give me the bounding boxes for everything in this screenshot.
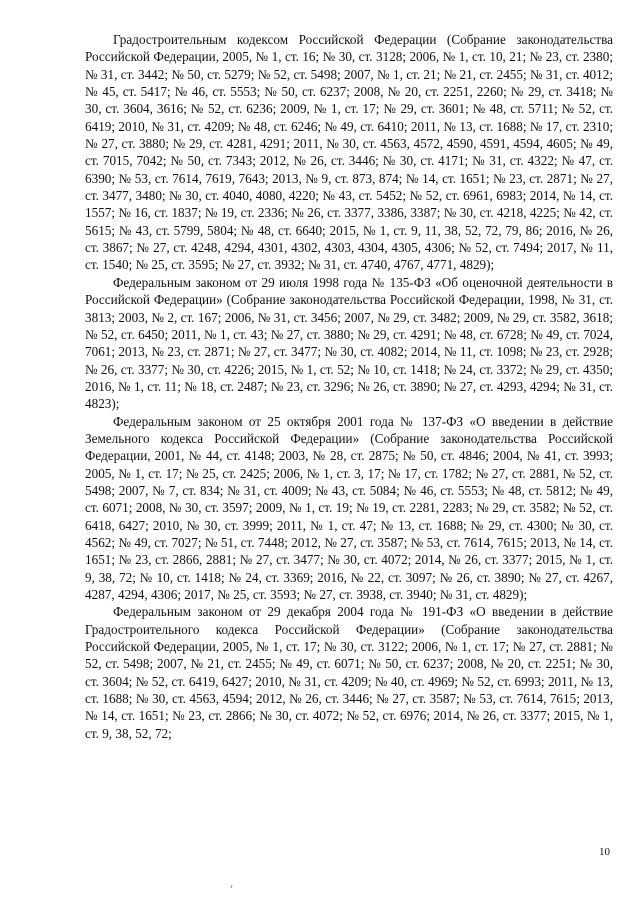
scan-speck (230, 885, 232, 888)
paragraph-land-code-enactment-law: Федеральным законом от 25 октября 2001 года № 137-ФЗ «О введении в действие Земельного кодекса Российской Федерации» (Собрание законодательства Российской Федерации, 2001, № 44, ст. 4148; 2003, № 28, ст. 2875; № 50, ст. 4846; 2004, № 41, ст. 3993; 2005, № 1, ст. 17; № 25, ст. 2425; 2006, № 1, ст. 3, 17; № 17, ст. 1782; № 27, ст. 2881, № 52, ст. 5498; 2007, № 7, ст. 834; № 31, ст. 4009; № 43, ст. 5084; № 46, ст. 5553; № 48, ст. 5812; № 49, ст. 6071; 2008, № 30, ст. 3597; 2009, № 1, ст. 19; № 19, ст. 2281, 2283; № 29, ст. 3582; № 52, ст. 6418, 6427; 2010, № 30, ст. 3999; 2011, № 1, ст. 47; № 13, ст. 1688; № 29, ст. 4300; № 30, ст. 4562; № 49, ст. 7027; № 51, ст. 7448; 2012, № 27, ст. 3587; № 53, ст. 7614, 7615; 2013, № 14, ст. 1651; № 23, ст. 2866, 2881; № 27, ст. 3477; № 30, ст. 4072; 2014, № 26, ст. 3377; 2015, № 1, ст. 9, 38, 72; № 10, ст. 1418; № 24, ст. 3369; 2016, № 22, ст. 3097; № 26, ст. 3890; № 27, ст. 4267, 4287, 4294, 4306; 2017, № 25, ст. 3593; № 27, ст. 3938, ст. 3940; № 31, ст. 4829); (85, 413, 613, 602)
document-body (85, 31, 613, 742)
paragraph-appraisal-law: Федеральным законом от 29 июля 1998 года № 135-ФЗ «Об оценочной деятельности в Российской Федерации» (Собрание законодательства Российской Федерации, 1998, № 31, ст. 3813; 2003, № 2, ст. 167; 2006, № 31, ст. 3456; 2007, № 29, ст. 3482; 2009, № 29, ст. 3582, 3618; № 52, ст. 6450; 2011, № 1, ст. 43; № 27, ст. 3880; № 29, ст. 4291; № 48, ст. 6728; № 49, ст. 7024, 7061; 2013, № 23, ст. 2871; № 27, ст. 3477; № 30, ст. 4082; 2014, № 11, ст. 1098; № 23, ст. 2928; № 26, ст. 3377; № 30, ст. 4226; 2015, № 1, ст. 52; № 10, ст. 1418; № 24, ст. 3372; № 29, ст. 4350; 2016, № 1, ст. 11; № 18, ст. 2487; № 23, ст. 3296; № 26, ст. 3890; № 27, ст. 4293, 4294; № 31, ст. 4823); (85, 274, 613, 412)
paragraph-urban-planning-code-enactment-law: Федеральным законом от 29 декабря 2004 года № 191-ФЗ «О введении в действие Градостроительного кодекса Российской Федерации» (Собрание законодательства Российской Федерации, 2005, № 1, ст. 17; № 30, ст. 3122; 2006, № 1, ст. 17; № 27, ст. 2881; № 52, ст. 5498; 2007, № 21, ст. 2455; № 49, ст. 6071; № 50, ст. 6237; 2008, № 20, ст. 2251; № 30, ст. 3604; № 52, ст. 6419, 6427; 2010, № 31, ст. 4209; № 40, ст. 4969; № 52, ст. 6993; 2011, № 13, ст. 1688; № 30, ст. 4563, 4594; 2012, № 26, ст. 3446; № 27, ст. 3587; № 53, ст. 7614, 7615; 2013, № 14, ст. 1651; № 23, ст. 2866; № 30, ст. 4072; № 52, ст. 6976; 2014, № 26, ст. 3377; 2015, № 1, ст. 9, 38, 52, 72; (85, 604, 613, 741)
page-number: 10 (599, 846, 610, 858)
paragraph-urban-planning-code: Градостроительным кодексом Российской Федерации (Собрание законодательства Российской Федерации, 2005, № 1, ст. 16; № 30, ст. 3128; 2006, № 1, ст. 10, 21; № 23, ст. 2380; № 31, ст. 3442; № 50, ст. 5279; № 52, ст. 5498; 2007, № 1, ст. 21; № 21, ст. 2455; № 31, ст. 4012; № 45, ст. 5417; № 46, ст. 5553; № 50, ст. 6237; 2008, № 20, ст. 2251, 2260; № 29, ст. 3418; № 30, ст. 3604, 3616; № 52, ст. 6236; 2009, № 1, ст. 17; № 29, ст. 3601; № 48, ст. 5711; № 52, ст. 6419; 2010, № 31, ст. 4209; № 48, ст. 6246; № 49, ст. 6410; 2011, № 13, ст. 1688; № 17, ст. 2310; № 27, ст. 3880; № 29, ст. 4281, 4291; 2011, № 30, ст. 4563, 4572, 4590, 4591, 4594, 4605; № 49, ст. 7015, 7042; № 50, ст. 7343; 2012, № 26, ст. 3446; № 30, ст. 4171; № 31, ст. 4322; № 47, ст. 6390; № 53, ст. 7614, 7619, 7643; 2013, № 9, ст. 873, 874; № 14, ст. 1651; № 23, ст. 2871; № 27, ст. 3477, 3480; № 30, ст. 4040, 4080, 4220; № 43, ст. 5452; № 52, ст. 6961, 6983; 2014, № 14, ст. 1557; № 16, ст. 1837; № 19, ст. 2336; № 26, ст. 3377, 3386, 3387; № 30, ст. 4218, 4225; № 42, ст. 5615; № 43, ст. 5799, 5804; № 48, ст. 6640; 2015, № 1, ст. 9, 11, 38, 52, 72, 79, 86; 2016, № 26, ст. 3867; № 27, ст. 4248, 4294, 4301, 4302, 4303, 4304, 4305, 4306; № 52, ст. 7494; 2017, № 11, ст. 1540; № 25, ст. 3595; № 27, ст. 3932; № 31, ст. 4740, 4767, 4771, 4829); (85, 32, 613, 273)
